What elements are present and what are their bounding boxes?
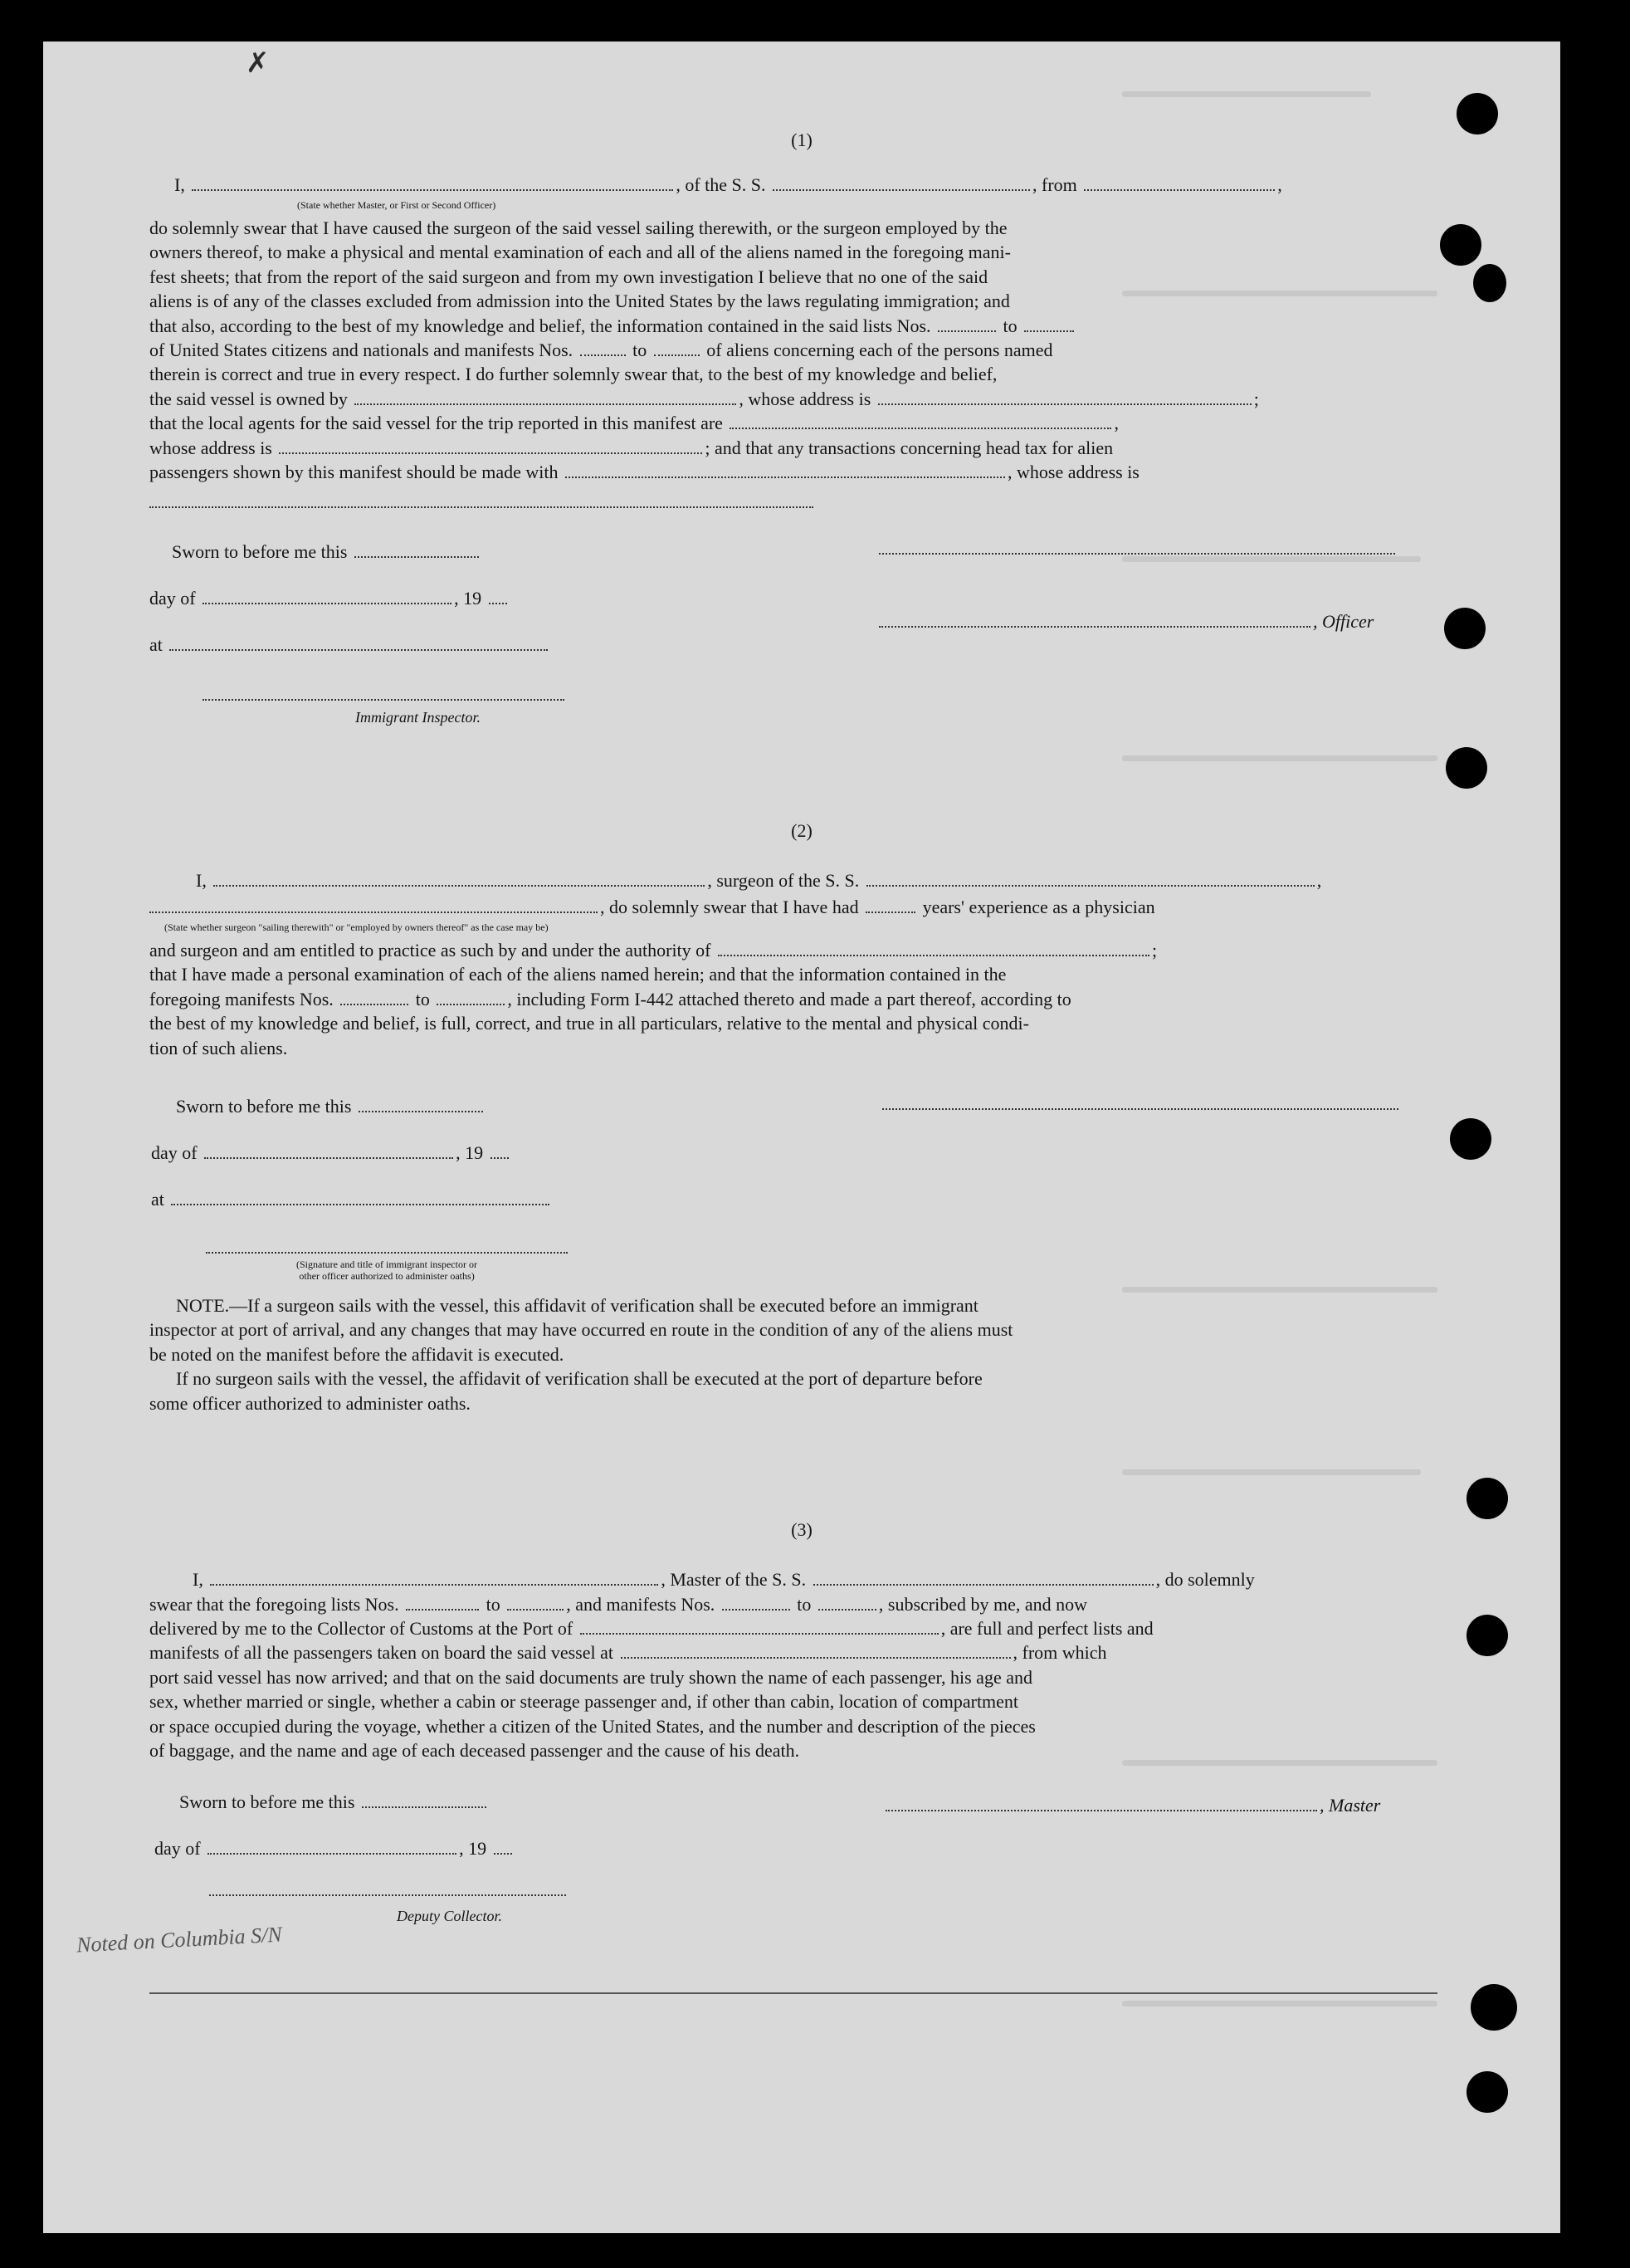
bleed-through-row: [1122, 91, 1371, 97]
binder-hole: [1471, 1984, 1517, 2031]
text: ,: [1277, 174, 1282, 195]
section-3-body: [149, 1665, 1437, 1763]
text: day of: [149, 588, 196, 609]
text: Sworn to before me this: [179, 1791, 355, 1812]
text: , Officer: [1313, 611, 1374, 632]
collector-signature-blank[interactable]: [209, 1894, 566, 1896]
text: of aliens concerning each of the persons named: [706, 340, 1053, 361]
text: years' experience as a physician: [922, 897, 1155, 917]
body-line: sex, whether married or single, whether a cabin or steerage passenger and, if other than cabin, location of compartment: [149, 1691, 1019, 1713]
year-blank[interactable]: [494, 1838, 512, 1855]
note-line: some officer authorized to administer oaths.: [149, 1392, 471, 1414]
binder-hole: [1440, 224, 1481, 266]
section-3-line2: [149, 1592, 1087, 1616]
head-tax-address-blank[interactable]: [149, 506, 813, 508]
manifests-to-blank[interactable]: [654, 340, 700, 356]
text: to: [415, 988, 430, 1009]
text: and surgeon and am entitled to practice as such by and under the authority of: [149, 940, 711, 960]
text: , 19: [454, 588, 482, 609]
body-line: that I have made a personal examination of each of the aliens named herein; and that the information contained in the: [149, 964, 1007, 985]
sworn-day-blank[interactable]: [359, 1096, 483, 1112]
binder-hole: [1473, 264, 1506, 302]
body-line: [149, 314, 1437, 338]
body-line: do solemnly swear that I have caused the surgeon of the said vessel sailing therewith, or the surgeon employed by the: [149, 218, 1008, 238]
lists-from-blank[interactable]: [406, 1594, 479, 1611]
port-blank[interactable]: [580, 1618, 939, 1635]
section-2-line2: [149, 895, 1155, 919]
note-line: be noted on the manifest before the affidavit is executed.: [149, 1343, 564, 1365]
text: day of: [151, 1142, 198, 1163]
surgeon-name-blank[interactable]: [213, 870, 705, 887]
ship-name-blank[interactable]: [773, 174, 1030, 191]
bleed-through-row: [1122, 1287, 1437, 1293]
text: to: [632, 340, 647, 361]
text: ,: [1114, 413, 1119, 434]
agents-address-blank[interactable]: [279, 437, 702, 454]
inspector-caption: Immigrant Inspector.: [355, 709, 481, 726]
from-port-blank[interactable]: [1084, 174, 1275, 191]
section-3-line1: [193, 1567, 1255, 1591]
body-line: port said vessel has now arrived; and that on the said documents are truly shown the name of each passenger, his age and: [149, 1667, 1032, 1688]
manifests-to-blank[interactable]: [437, 989, 505, 1005]
section-3-line4: [149, 1640, 1107, 1664]
master-ship-blank[interactable]: [813, 1569, 1154, 1586]
top-mark: ✗: [246, 48, 270, 79]
binder-hole: [1467, 1478, 1508, 1519]
lists-to-blank[interactable]: [1024, 315, 1074, 332]
master-signature-blank[interactable]: [886, 1795, 1317, 1811]
bleed-through-row: [1122, 1469, 1421, 1475]
text: , from which: [1013, 1642, 1107, 1663]
body-line: of baggage, and the name and age of each deceased passenger and the cause of his death.: [149, 1740, 800, 1762]
text: passengers shown by this manifest should be made with: [149, 462, 559, 483]
note-line: If no surgeon sails with the vessel, the affidavit of verification shall be executed at the port of departure before: [176, 1368, 983, 1390]
agents-blank[interactable]: [730, 413, 1111, 429]
text: Sworn to before me this: [176, 1096, 352, 1117]
owner-address-blank[interactable]: [878, 389, 1252, 405]
binder-hole: [1457, 93, 1498, 134]
manifests-from-blank[interactable]: [340, 989, 408, 1005]
binder-hole: [1467, 1615, 1508, 1656]
place-blank[interactable]: [169, 634, 548, 651]
inspector-signature-blank[interactable]: [203, 699, 564, 701]
body-line: aliens is of any of the classes excluded from admission into the United States by the laws regulating immigration; and: [149, 291, 1010, 312]
text: ;: [1253, 388, 1259, 409]
text: ,: [1316, 870, 1322, 891]
body-line: fest sheets; that from the report of the said surgeon and from my own investigation I believe that no one of the said: [149, 266, 988, 287]
form-sheet: [43, 42, 1560, 2233]
text: , are full and perfect lists and: [940, 1618, 1154, 1639]
body-line: the best of my knowledge and belief, is full, correct, and true in all particulars, relative to the mental and physical condi-: [149, 1013, 1029, 1034]
text: at: [151, 1189, 164, 1210]
text: whose address is: [149, 437, 272, 458]
text: , Master: [1320, 1795, 1381, 1816]
text: I,: [174, 174, 185, 195]
text: day of: [154, 1838, 201, 1859]
day-of-line: [149, 586, 510, 610]
text: that the local agents for the said vessel for the trip reported in this manifest are: [149, 413, 723, 434]
text: to: [486, 1594, 500, 1615]
officer-title-blank[interactable]: [879, 611, 1310, 628]
month-blank[interactable]: [204, 1142, 453, 1159]
manifests-from-blank[interactable]: [722, 1594, 790, 1611]
section-2-number: (2): [791, 820, 813, 841]
body-line: [149, 938, 1437, 962]
text: I,: [193, 1569, 203, 1590]
text: ; and that any transactions concerning head tax for alien: [705, 437, 1114, 458]
text: delivered by me to the Collector of Customs at the Port of: [149, 1618, 573, 1639]
section-2-body: [149, 938, 1437, 1060]
collector-caption: Deputy Collector.: [397, 1908, 502, 1924]
text: to: [797, 1594, 812, 1615]
section-3-number: (3): [791, 1519, 813, 1540]
binder-hole: [1446, 747, 1487, 789]
bleed-through-row: [1122, 755, 1437, 761]
body-line: [149, 436, 1437, 460]
text: , 19: [456, 1142, 484, 1163]
body-line: [149, 411, 1437, 435]
head-tax-party-blank[interactable]: [565, 462, 1005, 478]
bottom-rule: [149, 1992, 1437, 1994]
bleed-through-row: [1122, 2001, 1437, 2006]
text: , of the S. S.: [676, 174, 766, 195]
master-line: [886, 1793, 1380, 1817]
text: , 19: [459, 1838, 487, 1859]
note-line: NOTE.—If a surgeon sails with the vessel, this affidavit of verification shall be executed before an immigrant: [176, 1295, 978, 1316]
month-blank[interactable]: [203, 588, 451, 604]
officer-line: [879, 609, 1374, 633]
body-line: or space occupied during the voyage, whether a citizen of the United States, and the number and description of the pieces: [149, 1715, 1036, 1737]
inspector-signature-blank[interactable]: [206, 1252, 568, 1254]
owner-blank[interactable]: [354, 389, 736, 405]
day-of-line: [151, 1141, 511, 1165]
binder-hole: [1467, 2071, 1508, 2113]
section-1-line1: [174, 173, 1436, 197]
month-blank[interactable]: [207, 1838, 456, 1855]
manifests-from-blank[interactable]: [580, 340, 626, 356]
years-blank[interactable]: [866, 897, 915, 913]
body-line: [149, 987, 1437, 1011]
day-of-line: [154, 1836, 515, 1860]
year-blank[interactable]: [489, 588, 507, 604]
section-1-number: (1): [791, 130, 813, 150]
sworn-line: [179, 1790, 489, 1814]
text: , do solemnly swear that I have had: [600, 897, 859, 917]
body-line: owners thereof, to make a physical and mental examination of each and all of the aliens named in the foregoing mani-: [149, 242, 1011, 263]
section-3-line3: [149, 1616, 1154, 1640]
officer-caption: (State whether Master, or First or Second Officer): [297, 199, 496, 211]
text: of United States citizens and nationals and manifests Nos.: [149, 340, 573, 361]
text: swear that the foregoing lists Nos.: [149, 1594, 399, 1615]
body-line: therein is correct and true in every respect. I do further solemnly swear that, to the best of my knowledge and belief,: [149, 364, 998, 385]
surgeon-ship-blank[interactable]: [866, 870, 1315, 887]
at-line: [149, 633, 550, 657]
text: , do solemnly: [1155, 1569, 1255, 1590]
place-blank[interactable]: [171, 1189, 549, 1205]
caption-line: other officer authorized to administer oaths): [299, 1270, 475, 1282]
lists-to-blank[interactable]: [507, 1594, 564, 1611]
year-blank[interactable]: [490, 1142, 509, 1159]
text: , Master of the S. S.: [661, 1569, 807, 1590]
sworn-line: [176, 1094, 486, 1118]
text: the said vessel is owned by: [149, 388, 348, 409]
text: foregoing manifests Nos.: [149, 988, 334, 1009]
text: , and manifests Nos.: [566, 1594, 715, 1615]
manifests-to-blank[interactable]: [818, 1594, 876, 1611]
text: manifests of all the passengers taken on board the said vessel at: [149, 1642, 614, 1663]
binder-hole: [1450, 1118, 1491, 1160]
section-1-body: [149, 216, 1437, 484]
handwritten-note: Noted on Columbia S/N: [76, 1922, 283, 1958]
body-line: [149, 338, 1437, 362]
text: , surgeon of the S. S.: [707, 870, 860, 891]
body-line: [149, 387, 1437, 411]
surgeon-caption: (State whether surgeon "sailing therewith" or "employed by owners thereof" as the case may be): [164, 921, 549, 933]
bleed-through-row: [1122, 556, 1421, 562]
text: , whose address is: [1008, 462, 1140, 483]
text: ;: [1152, 940, 1158, 960]
text: Sworn to before me this: [172, 541, 348, 562]
sworn-day-blank[interactable]: [362, 1791, 486, 1808]
officer-signature-blank[interactable]: [879, 553, 1395, 555]
caption-line: (Signature and title of immigrant inspector or: [296, 1259, 477, 1270]
sworn-day-blank[interactable]: [354, 541, 479, 558]
text: to: [1003, 315, 1018, 336]
authority-blank[interactable]: [718, 940, 1149, 956]
text: , whose address is: [739, 388, 871, 409]
text: that also, according to the best of my knowledge and belief, the information contained in the said lists Nos.: [149, 315, 931, 336]
body-line: tion of such aliens.: [149, 1037, 288, 1058]
note-line: inspector at port of arrival, and any changes that may have occurred en route in the condition of any of the aliens must: [149, 1319, 1013, 1341]
at-line: [151, 1187, 552, 1211]
surgeon-status-blank[interactable]: [149, 897, 598, 913]
lists-from-blank[interactable]: [938, 315, 996, 332]
surgeon-signature-blank[interactable]: [882, 1108, 1398, 1110]
section-2-line1: [196, 868, 1321, 892]
text: I,: [196, 870, 207, 891]
text: at: [149, 634, 163, 655]
signature-caption: [206, 1259, 568, 1282]
note-block: [149, 1293, 1437, 1415]
master-name-blank[interactable]: [210, 1569, 658, 1586]
binder-hole: [1444, 608, 1486, 649]
body-line: [149, 460, 1437, 484]
text: , including Form I-442 attached thereto and made a part thereof, according to: [507, 988, 1071, 1009]
officer-name-blank[interactable]: [192, 174, 673, 191]
text: , subscribed by me, and now: [878, 1594, 1088, 1615]
sworn-line: [172, 540, 481, 564]
text: , from: [1032, 174, 1077, 195]
embark-port-blank[interactable]: [621, 1642, 1011, 1659]
